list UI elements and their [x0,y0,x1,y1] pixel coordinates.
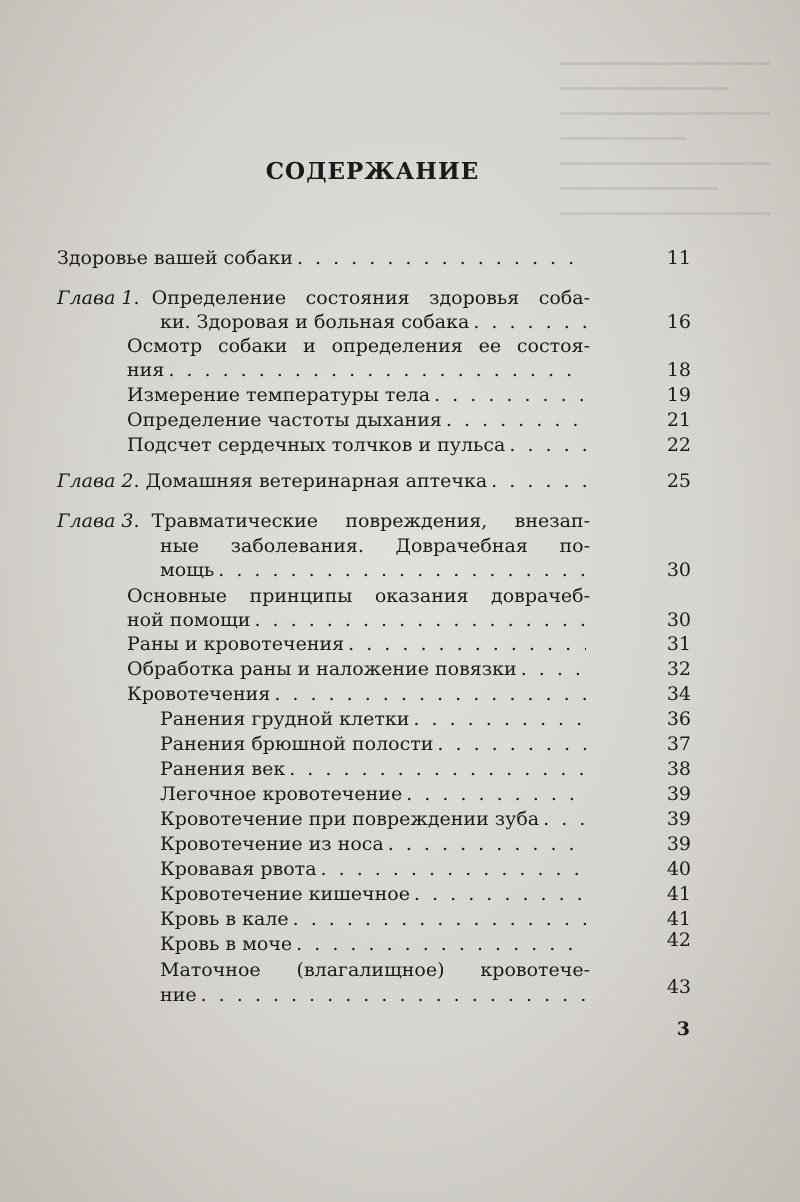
toc-page-number: 41 [666,908,691,930]
leader-dots [293,907,586,931]
toc-entry-continuation [127,358,590,382]
leader-dots [473,310,586,334]
toc-entry-text: Определение частоты дыхания [127,409,442,431]
leader-dots [348,632,586,656]
toc-page-number: 19 [666,384,691,406]
toc-entry-text: Кровь в кале [160,908,289,930]
toc-entry-text: Определение состояния здоровья соба- [151,287,590,309]
toc-page-number: 32 [666,658,691,680]
toc-entry-text: Травматические повреждения, внезап- [151,510,590,532]
toc-page-number: 41 [666,883,691,905]
toc-entry-continuation [160,983,590,1007]
toc-entry-text: ной помощи [127,609,251,631]
toc-page-number: 21 [666,409,691,431]
leader-dots [414,882,586,906]
toc-subentry[interactable] [160,732,590,756]
toc-page-number: 42 [666,929,691,951]
toc-entry-text: мощь [160,559,215,581]
leader-dots [201,983,586,1007]
leader-dots [274,682,586,706]
toc-entry-text: Домашняя ветеринарная аптечка [145,470,488,492]
toc-subentry[interactable] [160,857,590,881]
leader-dots [509,433,586,457]
leader-dots [254,608,586,632]
toc-entry-text: Кровотечения [127,683,271,705]
leader-dots [543,807,586,831]
toc-entry-text: Основные принципы оказания доврачеб- [127,585,590,607]
toc-subentry[interactable] [160,958,590,982]
leader-dots [321,857,586,881]
leader-dots [388,832,586,856]
leader-dots [218,558,586,582]
leader-dots [521,657,586,681]
toc-page-number: 34 [666,683,691,705]
chapter-prefix-period: . [133,510,152,532]
toc-entry-text: Осмотр собаки и определения ее состоя- [127,335,590,357]
toc-subentry[interactable] [160,807,590,831]
toc-entry[interactable] [57,246,590,270]
page-title: СОДЕРЖАНИЕ [265,158,480,185]
toc-entry-text: Легочное кровотечение [160,783,403,805]
toc-page-number: 43 [666,976,691,998]
toc-page-number: 38 [666,758,691,780]
toc-page-number: 31 [666,633,691,655]
chapter-prefix-period: . [133,470,146,492]
toc-entry[interactable] [127,682,590,706]
toc-entry-text: Кровь в моче [160,933,293,955]
toc-entry-text: Ранения грудной клетки [160,708,410,730]
toc-page-number: 30 [666,609,691,631]
toc-page-number: 37 [666,733,691,755]
page-folio-number: 3 [676,1018,690,1040]
toc-subentry[interactable] [160,832,590,856]
toc-page-number: 30 [666,559,691,581]
toc-chapter-entry[interactable] [57,469,590,493]
leader-dots [434,383,586,407]
toc-page-number: 36 [666,708,691,730]
toc-entry-continuation [127,608,590,632]
toc-entry[interactable] [127,657,590,681]
toc-page-number: 11 [666,247,691,269]
toc-page-number: 16 [666,311,691,333]
toc-entry-text: Подсчет сердечных толчков и пульса [127,434,506,456]
toc-page-number: 22 [666,434,691,456]
toc-entry-continuation [160,534,590,558]
leader-dots [446,408,586,432]
toc-subentry[interactable] [160,757,590,781]
toc-entry-text: ные заболевания. Доврачебная по- [160,535,590,557]
leader-dots [437,732,586,756]
toc-subentry[interactable] [160,707,590,731]
toc-entry-text: Кровавая рвота [160,858,317,880]
toc-entry[interactable] [127,408,590,432]
chapter-prefix: Глава 2 [57,470,134,492]
toc-entry[interactable] [127,632,590,656]
toc-entry-text: Кровотечение кишечное [160,883,410,905]
chapter-prefix: Глава 1 [57,287,134,309]
toc-entry[interactable] [127,433,590,457]
toc-chapter-entry[interactable] [57,509,590,533]
toc-entry-text: Ранения брюшной полости [160,733,434,755]
toc-entry[interactable] [127,383,590,407]
bleed-through-text [560,40,770,240]
toc-subentry[interactable] [160,782,590,806]
toc-subentry[interactable] [160,907,590,931]
toc-entry-text: Кровотечение при повреждении зуба [160,808,540,830]
toc-page-number: 25 [666,470,691,492]
toc-chapter-entry[interactable] [57,286,590,310]
leader-dots [413,707,586,731]
toc-subentry[interactable] [160,932,590,956]
leader-dots [289,757,586,781]
chapter-prefix-period: . [133,287,152,309]
toc-entry[interactable] [127,584,590,608]
leader-dots [406,782,586,806]
leader-dots [297,246,586,270]
toc-page-number: 39 [666,833,691,855]
toc-entry-text: Кровотечение из носа [160,833,384,855]
toc-page-number: 39 [666,783,691,805]
toc-entry-text: ния [127,359,165,381]
toc-entry-text: Измерение температуры тела [127,384,431,406]
toc-entry-text: ки. Здоровая и больная собака [160,311,470,333]
leader-dots [168,358,586,382]
toc-page-number: 40 [666,858,691,880]
toc-entry-text: Маточное (влагалищное) кровотече- [160,959,590,981]
leader-dots [296,932,586,956]
toc-entry-text: Здоровье вашей собаки [57,247,293,269]
toc-entry-text: ние [160,984,197,1006]
toc-entry-continuation [160,558,590,582]
leader-dots [491,469,586,493]
toc-entry-text: Обработка раны и наложение повязки [127,658,517,680]
toc-entry-text: Раны и кровотечения [127,633,345,655]
toc-entry[interactable] [127,334,590,358]
toc-page-number: 18 [666,359,691,381]
toc-subentry[interactable] [160,882,590,906]
chapter-prefix: Глава 3 [57,510,134,532]
toc-entry-continuation [160,310,590,334]
toc-page-number: 39 [666,808,691,830]
toc-entry-text: Ранения век [160,758,286,780]
